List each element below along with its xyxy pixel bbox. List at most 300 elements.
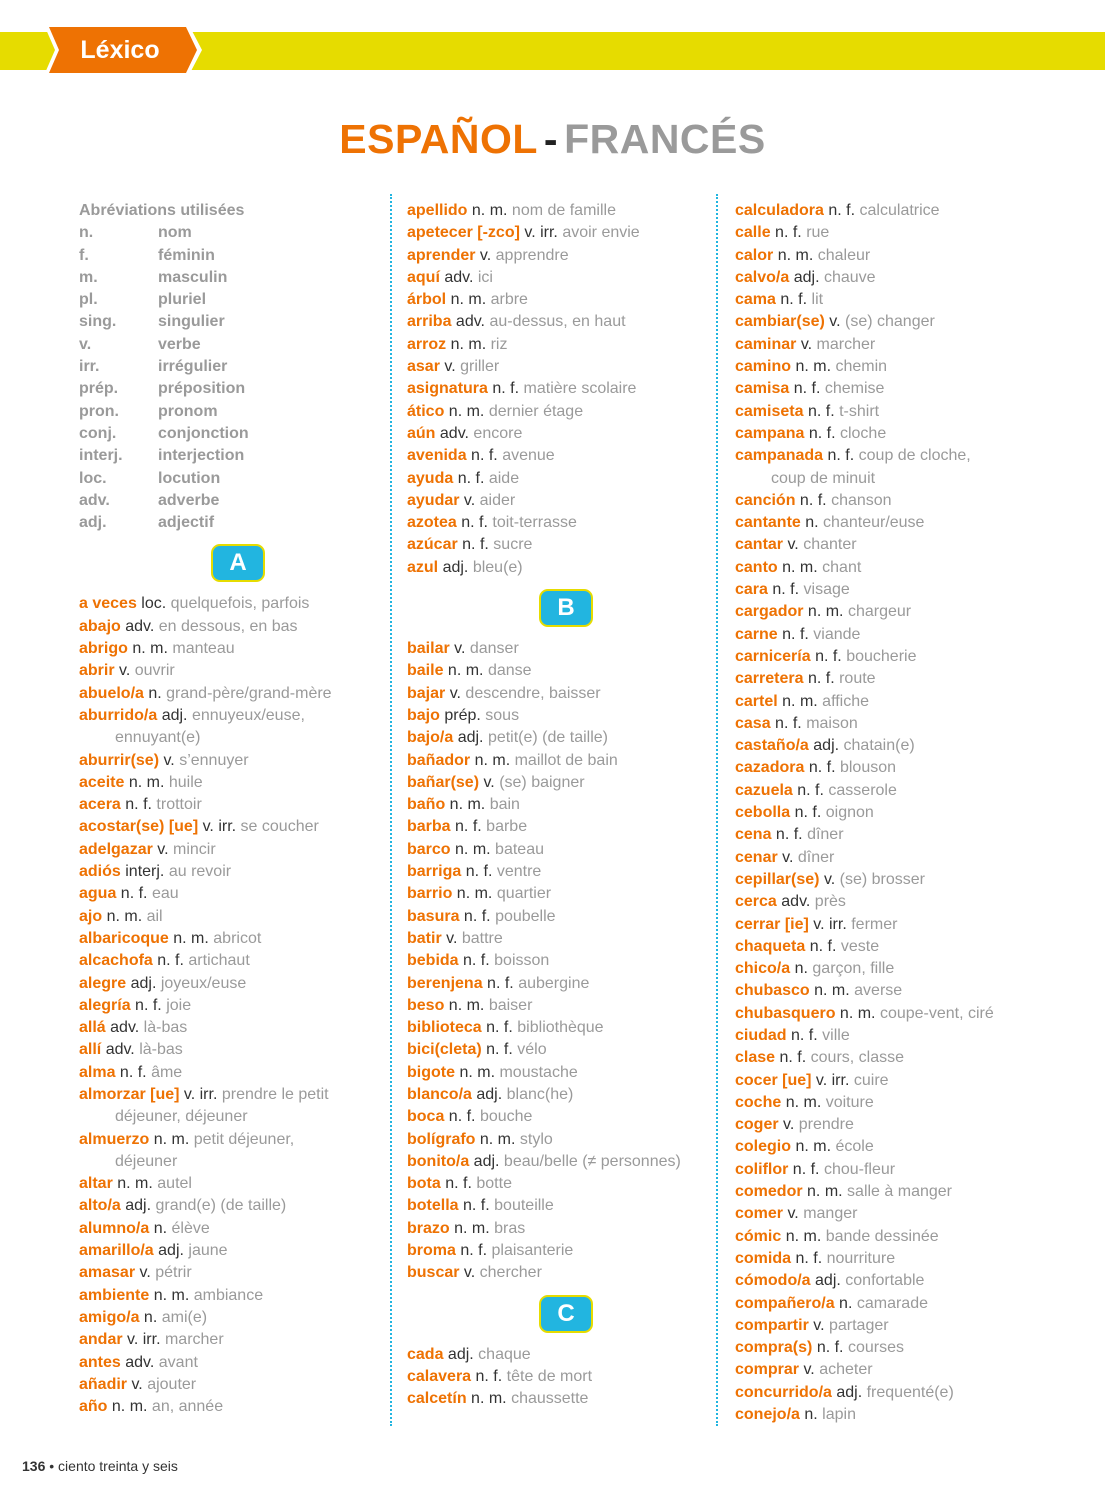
entry-grammar: n. f. (461, 514, 488, 532)
entry-headword: carne (735, 625, 778, 643)
entry-grammar: n. m. (471, 202, 508, 219)
abbreviation: pl. (79, 291, 98, 309)
entry-headword: cenar (735, 848, 778, 866)
entry-translation: grand(e) (de taille) (155, 1197, 287, 1215)
letter-badge-b: B (539, 589, 593, 627)
abbreviations-list (79, 222, 397, 534)
dictionary-entry (79, 1285, 397, 1307)
entry-translation: coup de cloche, (858, 447, 971, 465)
entry-grammar: v. (803, 1361, 815, 1379)
entry-grammar: n. m. (474, 751, 511, 769)
entry-grammar: n. f. (462, 536, 489, 554)
entry-translation: ajouter (147, 1375, 197, 1393)
entry-grammar: n. f. (120, 885, 148, 903)
abbreviation-meaning: nom (158, 224, 192, 242)
entry-translation: autel (157, 1175, 192, 1193)
entry-grammar: n. m. (814, 982, 850, 1000)
entry-headword: allí (79, 1041, 102, 1059)
entry-translation: joyeux/euse (160, 974, 247, 992)
entry-grammar: n. m. (450, 291, 487, 309)
entry-grammar: adj. (793, 268, 820, 286)
entry-headword: azotea (407, 514, 457, 532)
abbreviation-row (79, 334, 397, 356)
entry-grammar: n. f. (807, 402, 835, 420)
entry-translation: cloche (839, 424, 887, 442)
dictionary-entry (735, 1092, 1065, 1114)
dictionary-entry (407, 950, 725, 972)
entry-headword: altar (79, 1175, 113, 1193)
entry-translation: chant (822, 558, 862, 576)
entry-headword: andar (79, 1331, 123, 1349)
entry-grammar: n. f. (807, 670, 835, 688)
dictionary-entry (735, 1070, 1065, 1092)
entry-headword: asar (407, 358, 440, 376)
entry-headword: apetecer [-zco] (407, 224, 520, 242)
entries-list-a-cont (407, 200, 725, 579)
dictionary-entry (735, 378, 1065, 400)
dictionary-entry (407, 445, 725, 467)
entry-headword: barriga (407, 863, 462, 881)
entry-translation: nom de famille (511, 202, 616, 219)
entry-grammar: adj. (836, 1383, 863, 1401)
column-1 (79, 200, 397, 1418)
abbreviation: adj. (79, 514, 107, 532)
dictionary-entry (407, 1366, 725, 1388)
entry-headword: colegio (735, 1138, 792, 1156)
entry-headword: acera (79, 796, 121, 814)
entry-headword: berenjena (407, 974, 483, 992)
dictionary-entry (407, 289, 725, 311)
entry-translation: chanter (803, 536, 857, 554)
entry-headword: concurrido/a (735, 1383, 832, 1401)
entry-translation: école (835, 1138, 874, 1156)
entry-grammar: adj. (473, 1152, 500, 1170)
dictionary-entry (735, 1315, 1065, 1337)
entry-grammar: n. m. (173, 929, 209, 947)
entry-translation: dîner (807, 826, 844, 844)
entry-translation: bande dessinée (825, 1227, 939, 1245)
entry-grammar: adj. (815, 1272, 841, 1290)
entry-translation: prendre le petit (221, 1085, 329, 1103)
entry-headword: alegría (79, 996, 131, 1014)
entry-translation: riz (490, 335, 508, 353)
dictionary-entry (735, 1404, 1065, 1426)
entry-headword: caminar (735, 335, 797, 353)
entry-headword: camisa (735, 380, 790, 398)
dictionary-entry (79, 1329, 397, 1351)
entry-grammar: adv. (455, 313, 485, 331)
entry-translation: ennuyeux/euse, (191, 706, 305, 724)
dictionary-entry (79, 638, 397, 660)
abbreviation-meaning: interjection (158, 447, 245, 465)
entry-translation-continued: coup de minuit (771, 469, 876, 487)
dictionary-entry (79, 1017, 397, 1039)
dictionary-entry (407, 1388, 725, 1410)
entry-translation: maison (806, 714, 858, 732)
entry-grammar: n. (148, 684, 162, 702)
entry-grammar: v. (449, 684, 461, 702)
entry-translation: ouvrir (134, 662, 175, 680)
entry-translation: joie (166, 996, 192, 1014)
dictionary-entry (735, 1003, 1065, 1025)
entry-translation: danser (469, 640, 519, 658)
entry-translation-continued: déjeuner (115, 1152, 178, 1170)
entry-headword: árbol (407, 291, 447, 309)
dictionary-entry (407, 861, 725, 883)
entry-grammar: n. f. (795, 1249, 823, 1267)
entry-translation: petit déjeuner, (193, 1130, 295, 1148)
entry-translation: bleu(e) (472, 558, 523, 576)
entry-headword: broma (407, 1242, 456, 1260)
entry-translation: grand-père/grand-mère (166, 684, 332, 702)
entry-grammar: n. f. (463, 1197, 490, 1215)
entry-headword: cómodo/a (735, 1272, 811, 1290)
section-tab (45, 27, 202, 73)
entry-grammar: v. (446, 929, 458, 947)
entry-headword: comer (735, 1205, 784, 1223)
entry-grammar: adv. (781, 893, 811, 911)
entry-headword: almorzar [ue] (79, 1085, 180, 1103)
dictionary-entry (79, 1240, 397, 1262)
entry-grammar: n. m. (455, 840, 491, 858)
entry-translation: aider (479, 491, 516, 509)
entry-translation: sucre (493, 536, 533, 554)
entry-headword: calavera (407, 1367, 472, 1385)
dictionary-entry (735, 713, 1065, 735)
dictionary-entry (735, 735, 1065, 757)
entry-grammar: v. (131, 1375, 143, 1393)
entry-grammar: v. (163, 751, 175, 769)
entry-grammar: n. (839, 1294, 853, 1312)
entry-translation: frequenté(e) (866, 1383, 954, 1401)
entry-translation: veste (840, 937, 880, 955)
dictionary-entry (407, 906, 725, 928)
entry-translation: jaune (188, 1242, 228, 1260)
entry-grammar: n. (153, 1219, 168, 1237)
entry-grammar: adv. (125, 1353, 155, 1371)
dictionary-entry (735, 579, 1065, 601)
entry-headword: casa (735, 714, 771, 732)
entry-grammar: adj. (442, 558, 469, 576)
entry-translation: cours, classe (810, 1049, 905, 1067)
entries-list-c (407, 1344, 725, 1411)
dictionary-entry (79, 593, 397, 615)
dictionary-entry (735, 891, 1065, 913)
entry-grammar: n. f. (465, 863, 493, 881)
entry-grammar: v. (787, 536, 799, 554)
entry-headword: azúcar (407, 536, 458, 554)
entry-headword: arroz (407, 335, 447, 353)
entry-grammar: n. f. (780, 291, 808, 309)
letter-b-wrap (407, 589, 725, 627)
dictionary-entry (735, 1114, 1065, 1136)
entry-translation: marcher (816, 335, 876, 353)
abbreviation: f. (79, 246, 89, 264)
abbreviation-row (79, 401, 397, 423)
entry-grammar: n. f. (828, 202, 856, 219)
dictionary-entry (407, 356, 725, 378)
entry-headword: abrigo (79, 640, 128, 658)
entry-translation: ventre (496, 863, 542, 881)
entry-grammar: v. (800, 335, 813, 353)
dictionary-entry (79, 1396, 397, 1418)
entry-headword: abajo (79, 617, 121, 635)
letter-a-wrap (79, 544, 397, 582)
entry-translation: abricot (213, 929, 262, 947)
entry-grammar: n. f. (827, 447, 855, 465)
abbreviation-row (79, 512, 397, 534)
entry-headword: bonito/a (407, 1152, 470, 1170)
entry-translation: marcher (164, 1331, 224, 1349)
dictionary-entry (79, 1129, 397, 1151)
entry-translation: quelquefois, parfois (170, 595, 310, 613)
abbreviation: prép. (79, 380, 119, 398)
entry-headword: allá (79, 1019, 106, 1037)
entry-headword: bigote (407, 1063, 455, 1081)
entry-headword: alegre (79, 974, 127, 992)
entry-translation: prendre (798, 1116, 854, 1134)
entry-headword: bebida (407, 952, 459, 970)
entry-headword: batir (407, 929, 442, 947)
entry-headword: cargador (735, 603, 804, 621)
abbreviation-meaning: irrégulier (158, 358, 228, 376)
page-title (0, 116, 1105, 163)
entry-grammar: n. f. (808, 759, 836, 777)
entry-headword: basura (407, 907, 460, 925)
entry-grammar: n. f. (775, 826, 803, 844)
entry-grammar: n. m. (785, 1227, 822, 1245)
entry-grammar: v. (483, 773, 495, 791)
entry-grammar: v. (454, 640, 466, 658)
dictionary-entry (407, 1195, 725, 1217)
entry-grammar: v. irr. (202, 818, 237, 836)
dictionary-entry (735, 914, 1065, 936)
entry-headword: ayuda (407, 469, 454, 487)
entry-headword: chubasco (735, 982, 810, 1000)
entry-headword: abrir (79, 662, 115, 680)
entry-grammar: n. f. (445, 1175, 472, 1193)
entry-translation: eau (151, 885, 179, 903)
entry-headword: ático (407, 402, 445, 420)
entry-headword: alcachofa (79, 952, 153, 970)
entry-translation: au revoir (168, 863, 232, 881)
abbreviation-row (79, 378, 397, 400)
abbreviation-meaning: adverbe (158, 491, 220, 509)
entry-translation: t-shirt (839, 402, 880, 420)
letter-badge-c: C (539, 1295, 593, 1333)
entry-headword: biblioteca (407, 1019, 482, 1037)
dictionary-entry (735, 311, 1065, 333)
entry-translation: manteau (172, 640, 235, 658)
letter-c-wrap (407, 1295, 725, 1333)
entry-headword: a veces (79, 595, 137, 613)
entry-grammar: adv. (439, 424, 469, 442)
entry-grammar: v. (157, 840, 169, 858)
dictionary-entry (407, 660, 725, 682)
entry-headword: calculadora (735, 202, 824, 219)
entry-translation: bain (489, 796, 520, 814)
entry-grammar: n. m. (782, 558, 818, 576)
abbreviation-meaning: pronom (158, 402, 218, 420)
section-tab-label: Léxico (80, 36, 160, 64)
entry-grammar: adj. (161, 706, 188, 724)
column-3 (735, 200, 1065, 1426)
entry-headword: ambiente (79, 1286, 150, 1304)
entry-grammar: n. m. (839, 1004, 876, 1022)
dictionary-entry (735, 757, 1065, 779)
entry-grammar: n. f. (157, 952, 184, 970)
entry-translation: bras (494, 1219, 526, 1237)
dictionary-entry (735, 267, 1065, 289)
dictionary-entry (79, 973, 397, 995)
abbreviation-row (79, 289, 397, 311)
entry-headword: bañador (407, 751, 471, 769)
entry-grammar: n. f. (775, 714, 802, 732)
column-2 (407, 200, 725, 1411)
abbreviation-meaning: singulier (158, 313, 225, 331)
entry-grammar: v. (787, 1205, 799, 1223)
dictionary-entry (407, 468, 725, 490)
entry-headword: amasar (79, 1264, 136, 1282)
entries-list-b (407, 638, 725, 1285)
dictionary-entry (407, 557, 725, 579)
entry-translation: quartier (496, 885, 552, 903)
entry-grammar: n. f. (797, 781, 824, 799)
dictionary-entry (407, 222, 725, 244)
entry-translation: nourriture (826, 1249, 896, 1267)
entry-translation: ambiance (193, 1286, 264, 1304)
entry-grammar: v. (829, 313, 841, 331)
dictionary-entry (735, 490, 1065, 512)
abbreviation-meaning: pluriel (158, 291, 207, 309)
entry-translation: aide (488, 469, 520, 487)
entry-translation: matière scolaire (523, 380, 637, 398)
entry-translation: vélo (517, 1041, 547, 1059)
entry-headword: chico/a (735, 960, 791, 978)
entry-translation: s’ennuyer (179, 751, 249, 769)
entry-headword: ayudar (407, 491, 460, 509)
entries-list-c-cont (735, 200, 1065, 1426)
dictionary-entry (407, 1173, 725, 1195)
entry-translation: oignon (825, 804, 874, 822)
entry-headword: aburrido/a (79, 706, 158, 724)
abbreviation-meaning: verbe (158, 335, 201, 353)
abbreviation-row (79, 311, 397, 333)
entry-translation: maillot de bain (514, 751, 618, 769)
dictionary-entry (79, 816, 397, 838)
dictionary-entry (735, 512, 1065, 534)
dictionary-entry (407, 839, 725, 861)
entry-grammar: n. f. (486, 1019, 513, 1037)
entry-grammar: n. m. (456, 885, 493, 903)
entry-headword: chaqueta (735, 937, 806, 955)
entry-translation: élève (171, 1219, 210, 1237)
entry-headword: adelgazar (79, 840, 153, 858)
entry-headword: brazo (407, 1219, 450, 1237)
dictionary-entry (79, 1218, 397, 1240)
entry-translation-continued: ennuyant(e) (115, 729, 201, 747)
entry-grammar: n. f. (782, 625, 809, 643)
abbreviation-row (79, 490, 397, 512)
entry-grammar: n. f. (799, 491, 827, 509)
entry-translation: (se) brosser (839, 870, 926, 888)
dictionary-entry (735, 1226, 1065, 1248)
dictionary-entry (79, 995, 397, 1017)
entry-translation: là-bas (139, 1041, 183, 1059)
entry-grammar: n. f. (492, 380, 520, 398)
entry-grammar: n. m. (795, 358, 832, 376)
entry-grammar: n. f. (471, 447, 498, 465)
dictionary-entry (407, 401, 725, 423)
entry-headword: bolígrafo (407, 1130, 476, 1148)
entry-translation: dîner (797, 848, 835, 866)
entry-translation: arbre (490, 291, 528, 309)
entry-grammar: n. f. (808, 424, 836, 442)
dictionary-entry (407, 1129, 725, 1151)
entry-headword: compra(s) (735, 1339, 813, 1357)
entry-headword: comedor (735, 1183, 803, 1201)
entry-grammar: loc. (141, 595, 167, 613)
entry-headword: asignatura (407, 380, 488, 398)
entry-translation: chatain(e) (843, 737, 915, 755)
abbreviation-meaning: adjectif (158, 514, 215, 532)
entry-grammar: n. m. (448, 402, 485, 420)
entry-grammar: n. f. (793, 380, 821, 398)
entry-grammar: n. m. (117, 1175, 153, 1193)
entry-headword: coliflor (735, 1160, 789, 1178)
dictionary-entry (407, 750, 725, 772)
dictionary-entry (407, 816, 725, 838)
entry-headword: carnicería (735, 647, 811, 665)
entry-translation: (se) baigner (499, 773, 585, 791)
entries-list-a (79, 593, 397, 1418)
dictionary-entry (735, 1203, 1065, 1225)
entry-translation: ami(e) (161, 1308, 208, 1326)
dictionary-entry (407, 311, 725, 333)
entry-translation: descendre, baisser (465, 684, 601, 702)
abbreviation-row (79, 423, 397, 445)
dictionary-entry (735, 601, 1065, 623)
abbreviation: n. (79, 224, 94, 242)
entry-translation: petit(e) (de taille) (487, 729, 608, 747)
dictionary-entry (735, 936, 1065, 958)
entry-grammar: n. f. (460, 1242, 488, 1260)
dictionary-entry (407, 423, 725, 445)
entry-translation: garçon, fille (812, 960, 895, 978)
entry-headword: cantante (735, 514, 801, 532)
page-number-words: ciento treinta y seis (58, 1458, 178, 1474)
entry-headword: cama (735, 291, 776, 309)
entry-grammar: n. m. (459, 1063, 496, 1081)
entry-translation: (se) changer (845, 313, 935, 331)
entry-translation: confortable (845, 1272, 925, 1290)
dictionary-entry (735, 869, 1065, 891)
dictionary-entry (735, 1181, 1065, 1203)
entry-grammar: n. m. (128, 773, 165, 791)
entry-headword: barco (407, 840, 451, 858)
dictionary-entry (79, 1173, 397, 1195)
entry-grammar: v. (139, 1264, 151, 1282)
abbreviation-row (79, 267, 397, 289)
dictionary-entry (735, 1136, 1065, 1158)
dictionary-entry (407, 512, 725, 534)
dictionary-entry (735, 534, 1065, 556)
entry-headword: apellido (407, 202, 468, 219)
abbreviation: loc. (79, 469, 107, 487)
entry-grammar: v. irr. (813, 915, 847, 933)
title-french: FRANCÉS (564, 116, 766, 162)
entry-translation: chemise (824, 380, 885, 398)
